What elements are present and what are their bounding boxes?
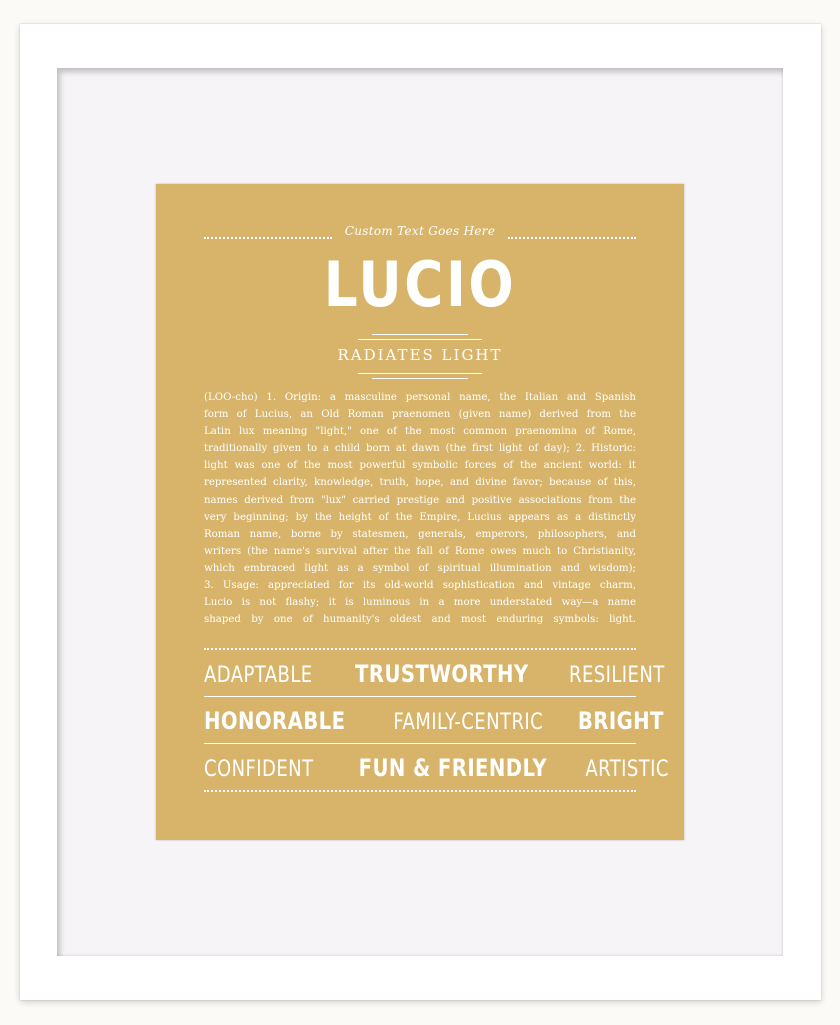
trait: CONFIDENT bbox=[204, 757, 314, 782]
definition-line: Lucio is not flashy; it is luminous in a more understated way—a name bbox=[204, 597, 636, 609]
traits-divider-1 bbox=[204, 696, 636, 697]
definition-line: writers (the name's survival after the fall of Rome owes much to Christianity, bbox=[204, 545, 636, 557]
definition-line: Latin lux meaning "light," one of the most common praenomina of Rome, bbox=[204, 426, 636, 438]
name-title: LUCIO bbox=[323, 248, 517, 321]
name-definition bbox=[204, 389, 636, 628]
tagline-rule-top-2 bbox=[358, 339, 482, 340]
tagline-rule-bottom-1 bbox=[358, 373, 482, 374]
trait: ARTISTIC bbox=[585, 757, 670, 782]
trait-row-2 bbox=[204, 703, 664, 739]
definition-line: which embraced light as a symbol of spiritual illumination and wisdom); bbox=[204, 562, 636, 574]
definition-line: (LOO-cho) 1. Origin: a masculine personal name, the Italian and Spanish bbox=[204, 392, 636, 403]
definition-line: Roman name, borne by statesmen, generals, emperors, philosophers, and bbox=[204, 528, 636, 540]
trait: FUN & FRIENDLY bbox=[358, 754, 547, 782]
custom-text: Custom Text Goes Here bbox=[344, 224, 496, 238]
trait-row-3 bbox=[204, 750, 670, 786]
definition-line: very beginning; by the height of the Empire, Lucius appears as a distinctly bbox=[204, 511, 636, 523]
trait: BRIGHT bbox=[577, 707, 664, 735]
tagline: RADIATES LIGHT bbox=[337, 346, 503, 364]
trait: FAMILY-CENTRIC bbox=[392, 710, 543, 735]
trait: RESILIENT bbox=[569, 663, 665, 688]
traits-bottom-dotted-rule bbox=[204, 790, 636, 792]
definition-line: names derived from "lux" carried prestige and positive associations from the bbox=[204, 494, 636, 506]
trait: HONORABLE bbox=[204, 707, 346, 735]
traits-divider-2 bbox=[204, 743, 636, 744]
definition-line: traditionally given to a child born at dawn (the first light of day); 2. Historic: bbox=[204, 443, 636, 455]
traits-top-dotted-rule bbox=[204, 648, 636, 650]
trait: TRUSTWORTHY bbox=[355, 660, 530, 688]
definition-line: form of Lucius, an Old Roman praenomen (given name) derived from the bbox=[204, 409, 636, 421]
tagline-rule-bottom-2 bbox=[372, 378, 468, 379]
definition-line: represented clarity, knowledge, truth, hope, and divine favor; because of this, bbox=[204, 477, 636, 489]
name-print bbox=[156, 184, 684, 840]
tagline-rule-top-1 bbox=[372, 334, 468, 335]
trait: ADAPTABLE bbox=[204, 663, 313, 688]
definition-line: 3. Usage: appreciated for its old-world sophistication and vintage charm, bbox=[204, 580, 636, 592]
definition-line: light was one of the most powerful symbolic forces of the ancient world: it bbox=[204, 460, 636, 472]
definition-line: shaped by one of humanity's oldest and most enduring symbols: light. bbox=[204, 614, 636, 626]
trait-row-1 bbox=[204, 656, 665, 692]
